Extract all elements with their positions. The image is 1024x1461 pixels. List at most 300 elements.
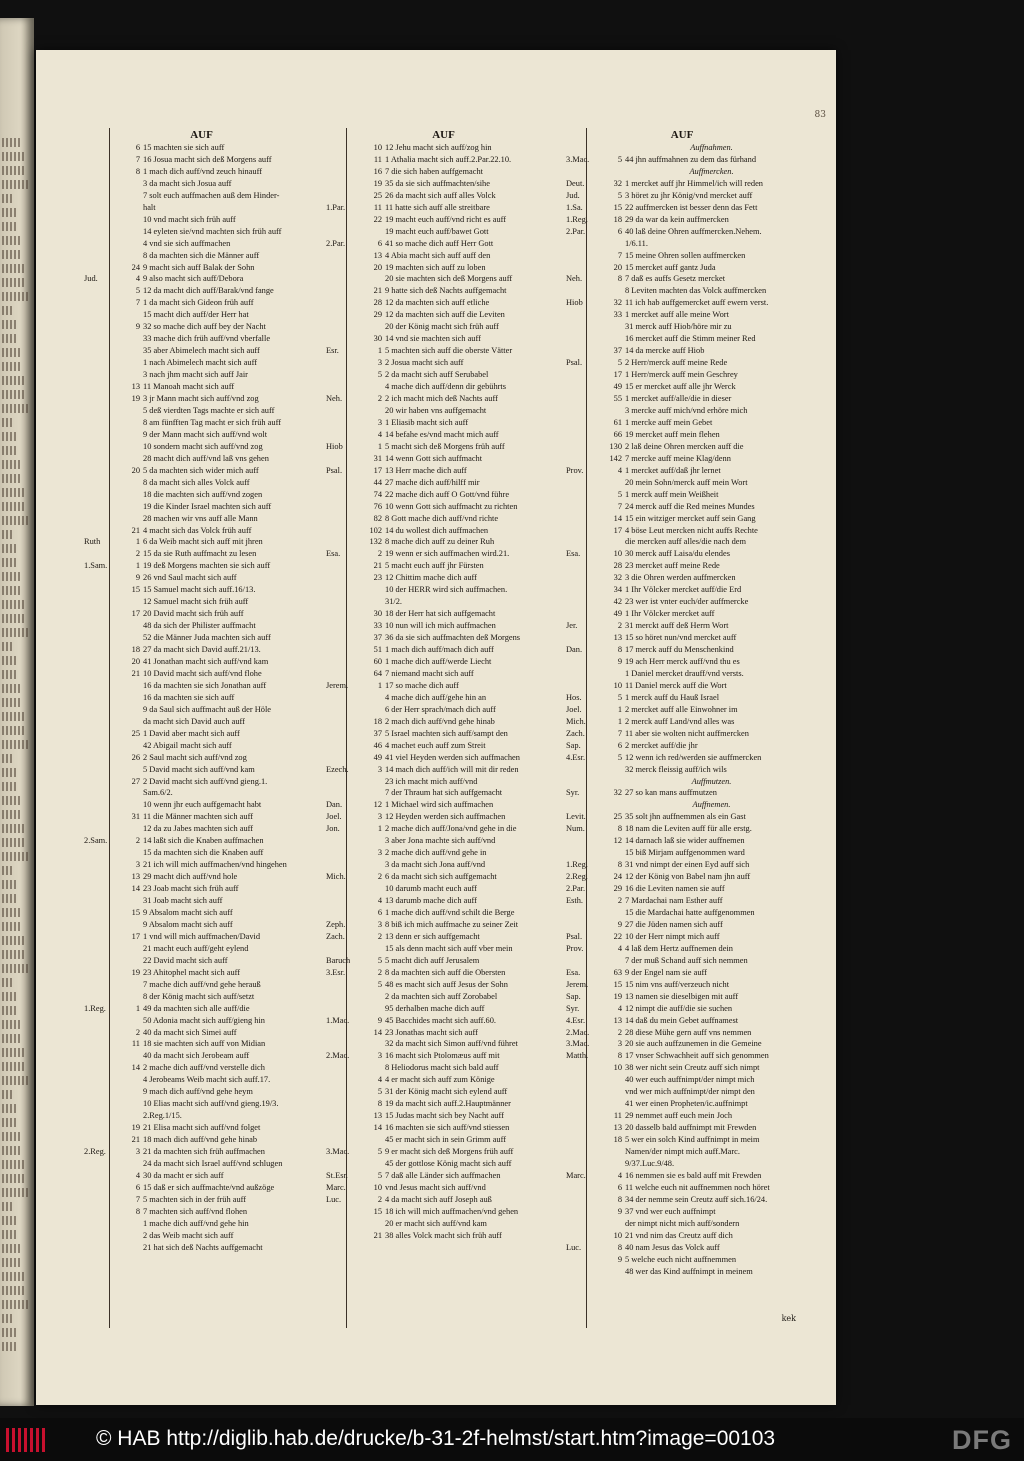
index-entry xyxy=(84,202,319,214)
index-entry xyxy=(84,943,319,955)
chapter-number: 37 xyxy=(373,633,382,643)
entry-text: 32 da macht sich Simon auff/vnd führet xyxy=(385,1039,518,1049)
chapter-number xyxy=(126,489,143,501)
index-entry xyxy=(84,513,319,525)
index-entry xyxy=(566,297,798,309)
chapter-number: 6 xyxy=(377,238,382,248)
entry-text: 16 nemmen sie es bald auff mit Frewden xyxy=(625,1170,762,1180)
chapter-number: 20 xyxy=(373,262,382,272)
book-reference: Esr. xyxy=(326,346,339,356)
previous-page-text-line xyxy=(2,558,18,567)
index-entry xyxy=(566,154,798,166)
book-reference xyxy=(326,1206,368,1218)
entry-text: 1 mercket auff/alle/die in dieser xyxy=(625,394,732,404)
index-entry xyxy=(326,536,561,548)
index-entry xyxy=(84,680,319,692)
book-reference: Syr. xyxy=(566,788,580,798)
chapter-number xyxy=(368,883,385,895)
entry-text: 11 aber sie wolten nicht auffmercken xyxy=(625,728,749,738)
book-reference: Prov. xyxy=(566,943,584,953)
chapter-number xyxy=(126,345,143,357)
entry-text: 19 ach Herr merck auff/vnd thu es xyxy=(625,656,740,666)
previous-page-text-line xyxy=(2,460,20,469)
index-entry xyxy=(326,321,561,333)
index-entry xyxy=(326,919,561,931)
index-entry xyxy=(326,525,561,537)
book-reference xyxy=(566,1218,608,1230)
chapter-number xyxy=(126,740,143,752)
index-entry xyxy=(566,345,798,357)
entry-text: 1/6.11. xyxy=(625,238,648,248)
entry-text: 4 er macht sich auff zum Könige xyxy=(385,1075,495,1085)
previous-page-text-line xyxy=(2,950,26,959)
subheading: Auffnemen. xyxy=(692,800,731,810)
index-entry xyxy=(84,214,319,226)
chapter-number xyxy=(126,429,143,441)
entry-text: 18 nam die Leviten auff für alle erstg. xyxy=(625,824,752,834)
index-entry xyxy=(326,1003,561,1015)
entry-text: 12 Heyden werden sich auffmachen xyxy=(385,812,506,822)
chapter-number: 6 xyxy=(617,740,622,750)
entry-text: 45 er macht sich in sein Grimm auff xyxy=(385,1135,507,1145)
entry-text: 16 da machten sie sich auff xyxy=(143,692,235,702)
book-reference xyxy=(84,740,126,752)
book-reference xyxy=(84,776,126,788)
index-entry xyxy=(326,453,561,465)
entry-text: 9 er macht sich deß Morgens früh auff xyxy=(385,1147,514,1157)
entry-text: 8 da macht sich alles Volck auff xyxy=(143,477,250,487)
index-entry xyxy=(566,764,798,776)
chapter-number xyxy=(368,1158,385,1170)
index-entry xyxy=(326,692,561,704)
entry-text: 12 nimpt die auff/die sie suchen xyxy=(625,1003,733,1013)
book-reference xyxy=(84,525,126,537)
book-reference xyxy=(566,764,608,776)
previous-page-text-line xyxy=(2,432,16,441)
index-entry xyxy=(326,513,561,525)
book-reference xyxy=(84,919,126,931)
previous-page-text-line xyxy=(2,586,22,595)
index-entry xyxy=(326,931,561,943)
previous-page-text-line xyxy=(2,628,28,637)
credit-link[interactable]: © HAB http://diglib.hab.de/drucke/b-31-2f-helmst/start.htm?image=00103 xyxy=(96,1427,776,1450)
index-entry xyxy=(84,536,319,548)
chapter-number: 13 xyxy=(373,1111,382,1121)
entry-text: 29 macht dich auff/vnd hole xyxy=(143,872,238,882)
entry-text: 2 David macht sich auff/vnd gieng.1. xyxy=(143,776,268,786)
entry-text: 15 mercket auff gantz Juda xyxy=(625,262,716,272)
chapter-number: 10 xyxy=(373,143,382,152)
chapter-number: 3 xyxy=(377,417,382,427)
index-entry xyxy=(326,787,561,799)
previous-page-text-line xyxy=(2,1300,28,1309)
entry-text: 14 du wollest dich auffmachen xyxy=(385,525,489,535)
index-entry xyxy=(326,704,561,716)
chapter-number: 2 xyxy=(377,1194,382,1204)
book-reference: Num. xyxy=(566,824,585,834)
entry-text: 1 mache dich auff/werde Liecht xyxy=(385,656,492,666)
book-reference xyxy=(84,1086,126,1098)
book-reference xyxy=(84,238,126,250)
index-entry xyxy=(84,465,319,477)
entry-text: 20 David macht sich früh auff xyxy=(143,609,244,619)
index-entry xyxy=(84,620,319,632)
chapter-number: 6 xyxy=(135,143,140,152)
chapter-number: 18 xyxy=(131,645,140,655)
entry-text: 10 sondern macht sich auff/vnd zog xyxy=(143,441,263,451)
entry-text: 5 wer ein solch Kind auffnimpt in meim xyxy=(625,1135,760,1145)
index-entry xyxy=(326,955,561,967)
entry-text: 9/37.Luc.9/48. xyxy=(625,1159,675,1169)
book-reference xyxy=(326,190,368,202)
index-entry xyxy=(84,632,319,644)
index-entry xyxy=(326,1230,561,1242)
chapter-number: 9 xyxy=(617,919,622,929)
chapter-number xyxy=(126,979,143,991)
index-entry xyxy=(326,967,561,979)
chapter-number: 1 xyxy=(377,824,382,834)
chapter-number: 13 xyxy=(131,872,140,882)
entry-text: 16 die Leviten namen sie auff xyxy=(625,884,725,894)
entry-text: 11 hatte sich auff alle streitbare xyxy=(385,202,490,212)
book-reference xyxy=(84,847,126,859)
book-reference xyxy=(326,513,368,525)
previous-page-text-line xyxy=(2,516,28,525)
chapter-number: 11 xyxy=(131,1039,140,1049)
chapter-number xyxy=(608,1098,625,1110)
chapter-number: 2 xyxy=(135,549,140,559)
previous-page-text-line xyxy=(2,614,26,623)
chapter-number: 8 xyxy=(617,1194,622,1204)
index-entry xyxy=(566,656,798,668)
index-entry xyxy=(566,166,798,178)
book-reference: Jerem. xyxy=(326,680,349,690)
entry-text: 52 die Männer Juda machten sich auff xyxy=(143,633,271,643)
entry-text: 5 deß vierdten Tags machte er sich auff xyxy=(143,405,275,415)
book-reference xyxy=(566,1158,608,1170)
previous-page-text-line xyxy=(2,1090,14,1099)
index-entry xyxy=(566,943,798,955)
entry-text: 35 solt jhn auffnemmen als ein Gast xyxy=(625,812,746,822)
book-reference xyxy=(84,656,126,668)
previous-page-text-line xyxy=(2,530,14,539)
previous-page-text-line xyxy=(2,1258,22,1267)
previous-page-text-line xyxy=(2,852,28,861)
book-reference xyxy=(84,823,126,835)
book-reference: Neh. xyxy=(566,274,583,284)
book-reference: 3.Esr. xyxy=(326,967,346,977)
chapter-number xyxy=(126,477,143,489)
entry-text: 9 also macht sich auff/Debora xyxy=(143,274,244,284)
entry-text: 14 da mercke auff Hiob xyxy=(625,346,705,356)
index-entry xyxy=(84,1050,319,1062)
previous-page-text-line xyxy=(2,334,18,343)
index-entry xyxy=(84,835,319,847)
entry-text: 10 wenn Gott sich auffmacht zu richten xyxy=(385,501,518,511)
entry-text: 12 der König von Babel nam jhn auff xyxy=(625,872,751,882)
book-reference xyxy=(326,991,368,1003)
entry-text: 45 der gottlose König macht sich auff xyxy=(385,1159,512,1169)
dfg-logo[interactable]: DFG xyxy=(952,1425,1012,1455)
index-entry xyxy=(84,333,319,345)
entry-text: 8 der König macht sich auff/setzt xyxy=(143,991,255,1001)
entry-text: 14 daß du mein Gebet auffnamest xyxy=(625,1015,739,1025)
chapter-number: 10 xyxy=(613,1063,622,1073)
entry-text: 6 da Weib macht sich auff mit jhren xyxy=(143,537,263,547)
previous-page-text-line xyxy=(2,1216,16,1225)
book-reference xyxy=(84,979,126,991)
chapter-number xyxy=(368,704,385,716)
entry-text: 27 die Jüden namen sich auff xyxy=(625,919,723,929)
entry-text: 41 wer einen Propheten/ic.auffnimpt xyxy=(625,1099,748,1109)
index-entry xyxy=(566,333,798,345)
chapter-number: 3 xyxy=(377,1051,382,1061)
entry-text: 2 das Weib macht sich auff xyxy=(143,1230,234,1240)
chapter-number xyxy=(126,369,143,381)
book-reference xyxy=(326,536,368,548)
index-entry xyxy=(566,560,798,572)
book-reference xyxy=(326,178,368,190)
entry-text: 2 ich macht mich deß Nachts auff xyxy=(385,394,498,404)
chapter-number: 4 xyxy=(617,465,622,475)
book-reference: Zeph. xyxy=(326,919,346,929)
index-entry xyxy=(326,764,561,776)
previous-page-text-line xyxy=(2,964,28,973)
previous-page-text-line xyxy=(2,306,14,315)
hab-logo-icon[interactable] xyxy=(6,1428,46,1452)
previous-page-text-line xyxy=(2,488,24,497)
chapter-number: 21 xyxy=(373,286,382,296)
entry-text: 3 die Ohren werden auffmercken xyxy=(625,573,736,583)
book-reference xyxy=(84,1134,126,1146)
chapter-number xyxy=(126,1158,143,1170)
index-entry xyxy=(326,1086,561,1098)
book-reference xyxy=(326,776,368,788)
book-reference xyxy=(84,226,126,238)
previous-page-text-line xyxy=(2,698,22,707)
index-entry xyxy=(84,883,319,895)
entry-text: 12 Jehu macht sich auff/zog hin xyxy=(385,143,492,152)
entry-text: 1 mach dich auff/vnd zeuch hinauff xyxy=(143,166,262,176)
index-entry xyxy=(566,1027,798,1039)
chapter-number xyxy=(126,1050,143,1062)
chapter-number: 2 xyxy=(617,1027,622,1037)
book-reference: Jud. xyxy=(84,274,98,284)
book-reference xyxy=(84,967,126,979)
chapter-number: 15 xyxy=(373,1206,382,1216)
entry-text: 12 da machten sich auff etliche xyxy=(385,298,490,308)
entry-text: 6 der Herr sprach/mach dich auff xyxy=(385,704,496,714)
index-entry xyxy=(566,787,798,799)
chapter-number xyxy=(126,919,143,931)
entry-text: 8 da machten sich auff die Obersten xyxy=(385,967,506,977)
entry-text: 3 aber Jona machte sich auff/vnd xyxy=(385,836,496,846)
entry-text: 15 macht dich auff/der Herr hat xyxy=(143,310,249,320)
index-entry xyxy=(326,799,561,811)
index-entry xyxy=(326,584,561,596)
index-entry xyxy=(84,262,319,274)
index-entry xyxy=(326,297,561,309)
previous-page-text-line xyxy=(2,712,24,721)
chapter-number xyxy=(126,823,143,835)
entry-text: 4 laß dem Hertz auffnemen dein xyxy=(625,943,733,953)
index-entry xyxy=(84,226,319,238)
index-entry xyxy=(326,393,561,405)
chapter-number xyxy=(126,501,143,513)
chapter-number: 37 xyxy=(373,728,382,738)
chapter-number: 10 xyxy=(613,680,622,690)
index-entry xyxy=(566,1170,798,1182)
entry-text: 48 da sich der Philister auffmacht xyxy=(143,621,256,631)
entry-text: 44 jhn auffmahnen zu dem das fürhand xyxy=(625,154,757,164)
chapter-number: 9 xyxy=(617,1254,622,1264)
chapter-number: 11 xyxy=(613,1111,622,1121)
index-entry xyxy=(326,190,561,202)
previous-page-text-line xyxy=(2,1146,22,1155)
book-reference: Jon. xyxy=(326,824,340,834)
folio-number: 83 xyxy=(814,110,826,120)
previous-page-text-line xyxy=(2,1244,20,1253)
entry-text: 15 die Mardachai hatte auffgenommen xyxy=(625,908,755,917)
entry-text: 23 Jonathas macht sich auff xyxy=(385,1027,478,1037)
book-reference xyxy=(84,1098,126,1110)
chapter-number xyxy=(368,859,385,871)
book-reference xyxy=(326,1110,368,1122)
entry-text: 27 so kan mans auffmutzen xyxy=(625,788,717,798)
chapter-number: 5 xyxy=(377,1087,382,1097)
entry-text: 14 mach dich auff/ich will mit dir reden xyxy=(385,764,519,774)
entry-text: 21 macht euch auff/geht eylend xyxy=(143,943,249,953)
entry-text: 31 merck auff Hiob/höre mir zu xyxy=(625,322,732,332)
entry-text: 11 ich hab auffgemercket auff ewern verst. xyxy=(625,298,769,308)
index-entry xyxy=(84,776,319,788)
book-reference xyxy=(84,584,126,596)
chapter-number xyxy=(368,226,385,238)
chapter-number xyxy=(368,381,385,393)
index-entry xyxy=(84,895,319,907)
chapter-number: 13 xyxy=(613,633,622,643)
entry-text: 3 da macht sich Jona auff/vnd xyxy=(385,860,486,870)
entry-text: 20 sie machten sich deß Morgens auff xyxy=(385,274,513,284)
previous-page-text-line xyxy=(2,754,14,763)
book-reference xyxy=(566,513,608,525)
chapter-number: 1 xyxy=(377,346,382,356)
book-reference xyxy=(326,835,368,847)
book-reference xyxy=(326,979,368,991)
book-reference xyxy=(566,238,608,250)
index-entry xyxy=(566,620,798,632)
entry-text: 20 wir haben vns auffgemacht xyxy=(385,405,487,415)
book-reference xyxy=(326,250,368,262)
index-entry xyxy=(84,393,319,405)
book-reference xyxy=(566,572,608,584)
index-entry xyxy=(326,560,561,572)
chapter-number: 7 xyxy=(135,1194,140,1204)
entry-text: 3 da macht sich Josua auff xyxy=(143,178,232,188)
book-reference: 1.Sa. xyxy=(566,202,583,212)
index-entry xyxy=(84,572,319,584)
book-reference xyxy=(326,369,368,381)
entry-text: 41 viel Heyden werden sich auffmachen xyxy=(385,752,520,762)
book-reference xyxy=(326,1086,368,1098)
index-entry xyxy=(326,357,561,369)
book-reference: Neh. xyxy=(326,394,343,404)
index-entry xyxy=(326,1050,561,1062)
book-reference xyxy=(84,608,126,620)
chapter-number: 3 xyxy=(377,358,382,368)
book-reference xyxy=(326,1122,368,1134)
previous-page-text-line xyxy=(2,250,22,259)
index-entry xyxy=(326,668,561,680)
book-reference xyxy=(566,1230,608,1242)
book-reference xyxy=(566,776,608,788)
chapter-number xyxy=(368,584,385,596)
index-entry xyxy=(326,1146,561,1158)
chapter-number: 13 xyxy=(613,1015,622,1025)
chapter-number: 8 xyxy=(617,274,622,284)
entry-text: 33 mache dich früh auff/vnd vberfalle xyxy=(143,334,271,344)
index-entry xyxy=(566,1266,798,1278)
book-reference xyxy=(84,596,126,608)
chapter-number xyxy=(368,596,385,608)
index-entry xyxy=(326,1218,561,1230)
entry-text: 4 vnd sie sich auffmachen xyxy=(143,238,231,248)
entry-text: 16 mercket auff die Stimm meiner Red xyxy=(625,334,756,344)
previous-page-text-line xyxy=(2,894,18,903)
book-reference: 2.Mac. xyxy=(326,1051,350,1061)
chapter-number xyxy=(126,202,143,214)
index-entry xyxy=(326,823,561,835)
book-reference xyxy=(566,1146,608,1158)
index-entry xyxy=(566,740,798,752)
entry-text: 2.Reg.1/15. xyxy=(143,1111,182,1121)
chapter-number: 18 xyxy=(373,716,382,726)
index-entry xyxy=(84,1015,319,1027)
entry-text: 42 Abigail macht sich auff xyxy=(143,740,232,750)
index-entry xyxy=(84,560,319,572)
previous-page-text-line xyxy=(2,502,26,511)
chapter-number: 11 xyxy=(373,154,382,164)
chapter-number xyxy=(126,178,143,190)
book-reference xyxy=(566,1194,608,1206)
index-entry xyxy=(566,728,798,740)
chapter-number: 22 xyxy=(373,214,382,224)
index-entry xyxy=(84,381,319,393)
index-entry xyxy=(326,154,561,166)
entry-text: 2 Herr/merck auff meine Rede xyxy=(625,358,728,368)
chapter-number xyxy=(126,333,143,345)
chapter-number: 2 xyxy=(617,896,622,906)
index-entry xyxy=(566,262,798,274)
book-reference xyxy=(326,692,368,704)
chapter-number: 15 xyxy=(613,979,622,989)
book-reference xyxy=(84,1038,126,1050)
index-entry xyxy=(326,369,561,381)
book-reference xyxy=(566,835,608,847)
book-reference xyxy=(326,847,368,859)
chapter-number: 19 xyxy=(131,394,140,404)
book-reference xyxy=(84,297,126,309)
book-reference xyxy=(566,250,608,262)
entry-text: 10 der Herr nimpt mich auff xyxy=(625,931,720,941)
chapter-number: 7 xyxy=(135,154,140,164)
index-entry xyxy=(566,1242,798,1254)
chapter-number xyxy=(608,847,625,859)
chapter-number: 4 xyxy=(377,896,382,906)
entry-text: 1 mach dich auff/mach dich auff xyxy=(385,645,494,655)
chapter-number: 17 xyxy=(373,465,382,475)
previous-page-text-line xyxy=(2,824,24,833)
